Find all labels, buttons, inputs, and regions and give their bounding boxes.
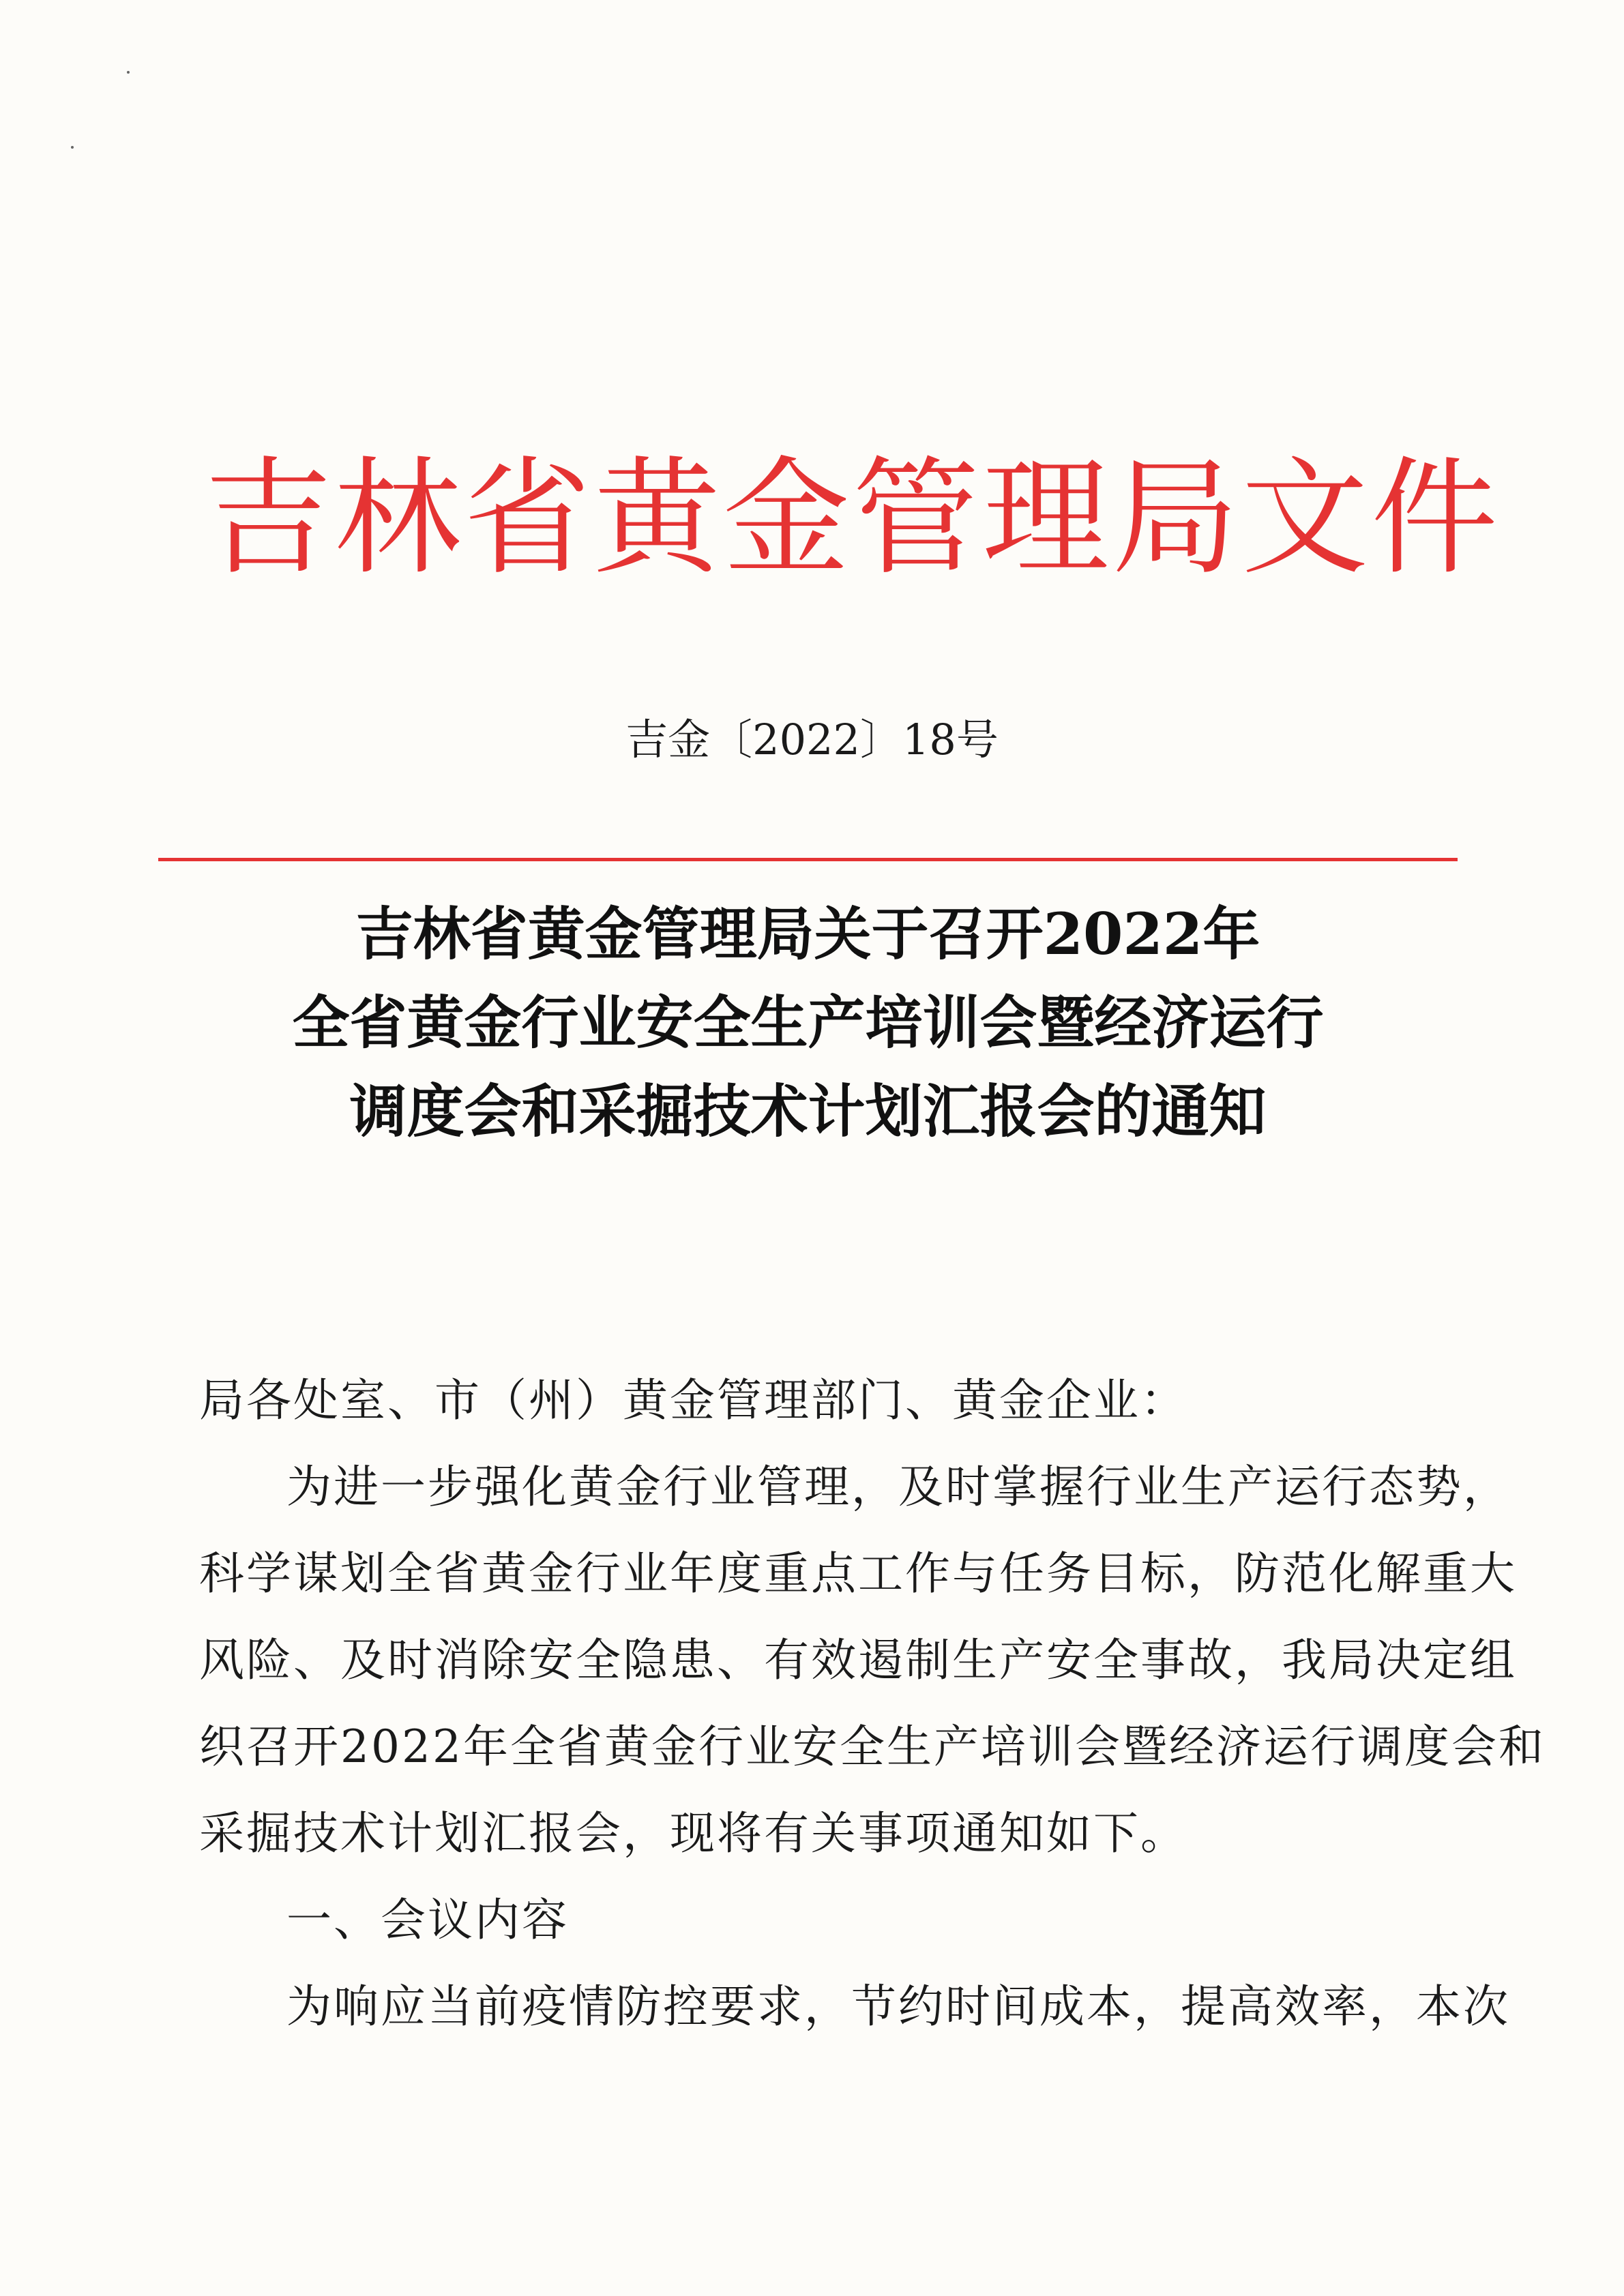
- notice-title-line: 吉林省黄金管理局关于召开2022年: [355, 900, 1260, 968]
- agency-header-title: 吉林省黄金管理局文件: [205, 444, 1501, 592]
- paragraph-line: 采掘技术计划汇报会，现将有关事项通知如下。: [199, 1807, 1187, 1860]
- notice-title-line: 调度会和采掘技术计划汇报会的通知: [349, 1077, 1267, 1145]
- paragraph-line: 科学谋划全省黄金行业年度重点工作与任务目标，防范化解重大: [199, 1547, 1517, 1600]
- paragraph-line: 为响应当前疫情防控要求，节约时间成本，提高效率，本次: [286, 1980, 1510, 2033]
- paragraph-line: 风险、及时消除安全隐患、有效遏制生产安全事故，我局决定组: [199, 1634, 1517, 1686]
- section-heading: 一、会议内容: [286, 1894, 569, 1946]
- notice-body: [199, 1357, 1546, 2050]
- scan-speck: [71, 146, 74, 149]
- addressee-line: 局各处室、市（州）黄金管理部门、黄金企业：: [199, 1374, 1187, 1427]
- paragraph-line: 为进一步强化黄金行业管理，及时掌握行业生产运行态势，: [286, 1461, 1510, 1513]
- document-number: 吉金〔2022〕18号: [625, 715, 999, 764]
- notice-title-line: 全省黄金行业安全生产培训会暨经济运行: [292, 989, 1324, 1056]
- notice-title: [158, 883, 1458, 1149]
- scan-speck: [127, 71, 130, 74]
- red-separator-line: [158, 858, 1458, 861]
- paragraph-line: 织召开2022年全省黄金行业安全生产培训会暨经济运行调度会和: [199, 1720, 1546, 1773]
